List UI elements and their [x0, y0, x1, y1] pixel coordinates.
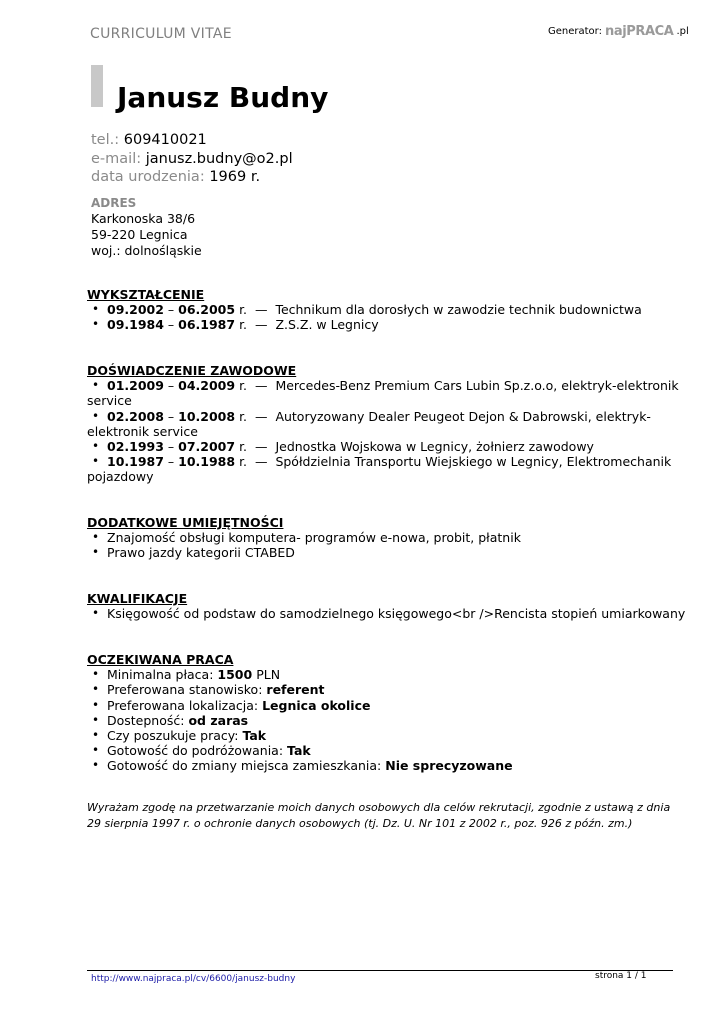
experience-item: • 02.2008 – 10.2008 r. — Autoryzowany Dealer Peugeot Dejon & Dabrowski, elektryk-elektronik service [87, 408, 651, 439]
document-title: CURRICULUM VITAE [90, 26, 232, 42]
skill-item: • Prawo jazdy kategorii CTABED [92, 545, 295, 561]
bullet-icon: • [92, 454, 100, 469]
qualification-item: • Księgowość od podstaw do samodzielnego księgowego<br />Rencista stopień umiarkowany [92, 606, 686, 622]
data-processing-consent: Wyrażam zgodę na przetwarzanie moich danych osobowych dla celów rekrutacji, zgodnie z ustawą z dnia 29 sierpnia 1997 r. o ochronie danych osobowych (tj. Dz. U. Nr 101 z 2002 r., poz. 926 z późn. zm.) [87, 801, 671, 830]
birth-value: 1969 r. [209, 169, 261, 185]
expected-item: • Minimalna płaca: 1500 PLN [92, 667, 281, 683]
experience-item: • 02.1993 – 07.2007 r. — Jednostka Wojskowa w Legnicy, żołnierz zawodowy [92, 439, 594, 455]
birth-label: data urodzenia: [91, 169, 205, 185]
generator-suffix: .pl [676, 26, 689, 37]
generator-label: Generator: [548, 26, 602, 37]
experience-item: • 10.1987 – 10.1988 r. — Spółdzielnia Transportu Wiejskiego w Legnicy, Elektromechanik pojazdowy [87, 454, 672, 485]
bullet-icon: • [92, 378, 100, 393]
skill-item: • Znajomość obsługi komputera- programów e-nowa, probit, płatnik [92, 530, 521, 546]
bullet-icon: • [92, 606, 100, 621]
expected-item: • Czy poszukuje pracy: Tak [92, 728, 267, 744]
bullet-icon: • [92, 439, 100, 454]
qualifications-heading: KWALIFIKACJE [87, 591, 188, 606]
bullet-icon: • [92, 545, 100, 560]
phone-value: 609410021 [123, 132, 207, 148]
bullet-icon: • [92, 682, 100, 697]
bullet-icon: • [92, 697, 100, 712]
page-number: strona 1 / 1 [595, 971, 647, 981]
generator-credit [548, 24, 689, 39]
education-section [87, 287, 687, 333]
bullet-icon: • [92, 728, 100, 743]
phone-row [91, 131, 293, 150]
education-item: • 09.2002 – 06.2005 r. — Technikum dla dorosłych w zawodzie technik budownictwa [92, 302, 642, 318]
experience-heading: DOŚWIADCZENIE ZAWODOWE [87, 363, 297, 378]
bullet-icon: • [92, 743, 100, 758]
qualifications-section [87, 591, 687, 621]
footer-divider [87, 970, 673, 971]
expected-item: • Preferowana lokalizacja: Legnica okolice [92, 697, 371, 713]
education-item: • 09.1984 – 06.1987 r. — Z.S.Z. w Legnicy [92, 317, 379, 333]
address-heading: ADRES [91, 196, 137, 210]
expected-job-heading: OCZEKIWANA PRACA [87, 652, 234, 667]
najpraca-logo: najPRACA [604, 24, 674, 39]
bullet-icon: • [92, 408, 100, 423]
expected-item: • Gotowość do zmiany miejsca zamieszkania: Nie sprecyzowane [92, 758, 513, 774]
address-block [91, 195, 202, 259]
bullet-icon: • [92, 302, 100, 317]
birth-row [91, 168, 293, 187]
experience-section [87, 363, 687, 485]
contact-block [91, 131, 293, 187]
email-value: janusz.budny@o2.pl [145, 150, 293, 167]
bullet-icon: • [92, 317, 100, 332]
expected-item: • Dostepność: od zaras [92, 712, 249, 728]
education-heading: WYKSZTAŁCENIE [87, 287, 205, 302]
expected-job-section [87, 652, 687, 774]
footer-link[interactable]: http://www.najpraca.pl/cv/6600/janusz-budny [91, 974, 296, 984]
address-line: 59-220 Legnica [91, 227, 188, 242]
bullet-icon: • [92, 712, 100, 727]
phone-label: tel.: [91, 132, 120, 148]
address-line: Karkonoska 38/6 [91, 211, 196, 226]
experience-item: • 01.2009 – 04.2009 r. — Mercedes-Benz Premium Cars Lubin Sp.z.o.o, elektryk-elektronik service [87, 378, 679, 409]
candidate-name: Janusz Budny [117, 81, 329, 114]
skills-section [87, 515, 687, 561]
email-label: e-mail: [91, 150, 142, 167]
expected-item: • Preferowana stanowisko: referent [92, 682, 325, 698]
bullet-icon: • [92, 530, 100, 545]
name-accent-bar [91, 65, 103, 107]
skills-heading: DODATKOWE UMIEJĘTNOŚCI [87, 515, 284, 530]
bullet-icon: • [92, 667, 100, 682]
expected-item: • Gotowość do podróżowania: Tak [92, 743, 311, 759]
address-line: woj.: dolnośląskie [91, 243, 202, 258]
email-row [91, 150, 293, 169]
bullet-icon: • [92, 758, 100, 773]
